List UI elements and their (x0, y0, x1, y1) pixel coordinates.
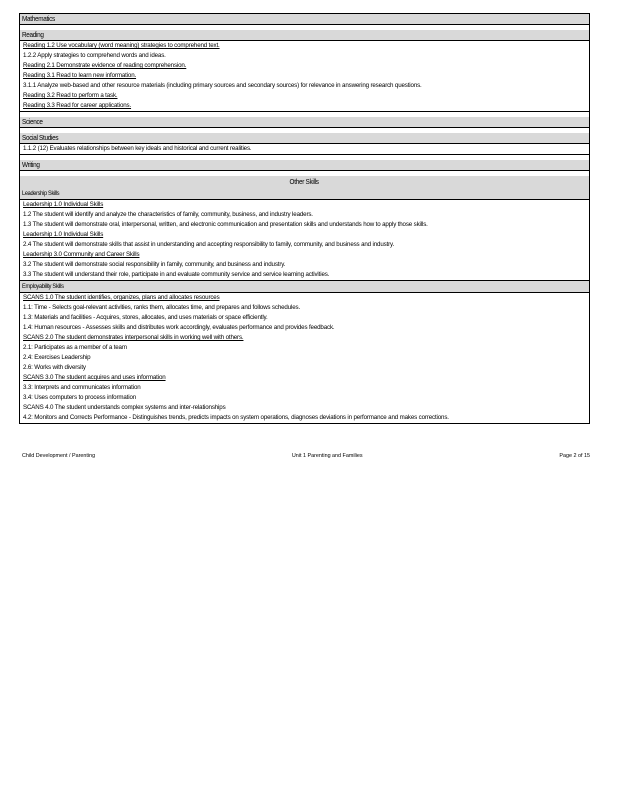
section-leadership-skills (20, 188, 589, 199)
page-footer (22, 453, 590, 459)
section-reading-label: Reading (22, 30, 44, 39)
leadership-item: 3.3 The student will understand their role, participate in and evaluate community service and service learning activities. (23, 271, 330, 278)
leadership-list (20, 199, 589, 280)
reading-item: Reading 3.3 Read for career applications. (23, 102, 132, 109)
employability-item: 1.3: Materials and facilities - Acquires, stores, allocates, and uses materials or space efficiently. (23, 314, 268, 321)
employability-list (20, 292, 589, 423)
employability-item: 3.3: Interprets and communicates information (23, 384, 141, 391)
reading-item: Reading 3.2 Read to perform a task. (23, 92, 118, 99)
employability-item: 4.2: Monitors and Corrects Performance - Distinguishes trends, predicts impacts on system operations, diagnoses deviations in performance and makes corrections. (23, 414, 449, 421)
employability-item: SCANS 2.0 The student demonstrates interpersonal skills in working well with others. (23, 334, 244, 341)
employability-item: SCANS 3.0 The student acquires and uses information (23, 374, 166, 381)
reading-item: Reading 1.2 Use vocabulary (word meaning) strategies to comprehend text. (23, 42, 220, 49)
section-other-skills (20, 176, 589, 188)
section-other-skills-label: Other Skills (289, 177, 320, 186)
social-studies-list (20, 143, 589, 154)
employability-item: 3.4: Uses computers to process information (23, 394, 137, 401)
leadership-item: Leadership 3.0 Community and Career Skills (23, 251, 140, 258)
leadership-item: 1.3 The student will demonstrate oral, interpersonal, written, and electronic communication and presentation skills and understands how to apply those skills. (23, 221, 428, 228)
leadership-item: 1.2 The student will identify and analyze the characteristics of family, community, business, and industry leaders. (23, 211, 313, 218)
reading-item: Reading 3.1 Read to learn new information. (23, 72, 137, 79)
section-writing-label: Writing (22, 160, 40, 169)
section-employability-skills-label: Employability Skills (22, 283, 64, 290)
reading-item: 3.1.1 Analyze web-based and other resource materials (including primary sources and secondary sources) for relevance in answering research questions. (23, 82, 422, 89)
leadership-item: Leadership 1.0 Individual Skills (23, 231, 104, 238)
section-social-studies-label: Social Studies (22, 133, 59, 142)
section-mathematics (20, 14, 589, 24)
section-mathematics-label: Mathematics (22, 14, 55, 23)
section-leadership-skills-label: Leadership Skills (22, 190, 60, 197)
leadership-item: 3.2 The student will demonstrate social responsibility in family, community, and business and industry. (23, 261, 286, 268)
footer-unit: Unit 1 Parenting and Families (291, 453, 363, 459)
section-science-label: Science (22, 117, 43, 126)
section-social-studies (20, 133, 589, 143)
standards-box (19, 13, 590, 424)
section-employability-skills (20, 280, 589, 292)
reading-list (20, 40, 589, 111)
employability-item: 2.1: Participates as a member of a team (23, 344, 127, 351)
footer-page-number: Page 2 of 15 (559, 453, 590, 459)
employability-item: SCANS 1.0 The student identifies, organizes, plans and allocates resources (23, 294, 220, 301)
leadership-item: 2.4 The student will demonstrate skills that assist in understanding and accepting responsibility to family, community, and business and industry. (23, 241, 395, 248)
footer-course: Child Development / Parenting (22, 453, 96, 459)
employability-item: 2.4: Exercises Leadership (23, 354, 91, 361)
standards-table (19, 13, 590, 424)
reading-item: 1.2.2 Apply strategies to comprehend words and ideas. (23, 52, 166, 59)
section-reading (20, 30, 589, 40)
employability-item: 1.4: Human resources - Assesses skills and distributes work accordingly, evaluates performance and provides feedback. (23, 324, 335, 331)
employability-item: SCANS 4.0 The student understands complex systems and inter-relationships (23, 404, 226, 411)
reading-item: Reading 2.1 Demonstrate evidence of reading comprehension. (23, 62, 187, 69)
social-studies-item: 1.1.2 (12) Evaluates relationships between key ideals and historical and current realities. (23, 145, 252, 152)
employability-item: 2.6: Works with diversity (23, 364, 86, 371)
section-science (20, 117, 589, 127)
section-writing (20, 160, 589, 170)
employability-item: 1.1: Time - Selects goal-relevant activities, ranks them, allocates time, and prepares and follows schedules. (23, 304, 301, 311)
leadership-item: Leadership 1.0 Individual Skills (23, 201, 104, 208)
